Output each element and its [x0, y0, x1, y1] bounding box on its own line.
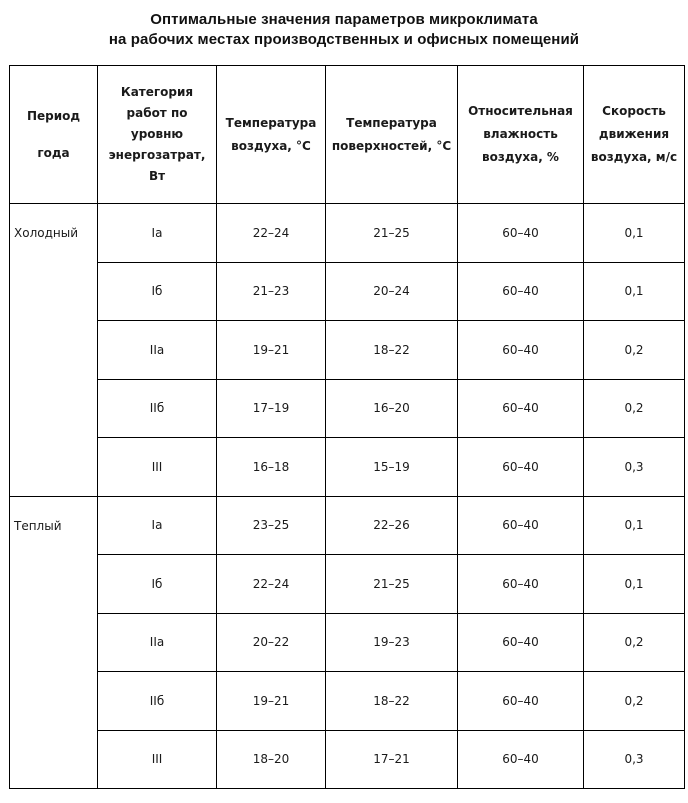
period-cell: Теплый	[10, 496, 98, 789]
header-row	[10, 66, 685, 204]
table-row	[10, 204, 685, 263]
humidity-cell: 60–40	[458, 730, 584, 789]
table-row	[10, 730, 685, 789]
humidity-cell: 60–40	[458, 321, 584, 380]
surface-temp-cell: 18–22	[326, 321, 458, 380]
surface-temp-cell: 22–26	[326, 496, 458, 555]
air-temp-cell: 22–24	[217, 555, 326, 614]
humidity-cell: 60–40	[458, 496, 584, 555]
surface-temp-cell: 21–25	[326, 204, 458, 263]
table-row	[10, 555, 685, 614]
air-speed-cell: 0,1	[584, 496, 685, 555]
category-cell: Iб	[98, 555, 217, 614]
table-row	[10, 438, 685, 497]
surface-temp-cell: 17–21	[326, 730, 458, 789]
table-row	[10, 321, 685, 380]
surface-temp-cell: 15–19	[326, 438, 458, 497]
air-speed-cell: 0,1	[584, 555, 685, 614]
category-cell: Iа	[98, 496, 217, 555]
air-speed-cell: 0,1	[584, 204, 685, 263]
humidity-cell: 60–40	[458, 672, 584, 731]
document-title	[0, 10, 688, 50]
air-temp-cell: 16–18	[217, 438, 326, 497]
header-air-temp: Температура воздуха, °С	[217, 66, 326, 204]
air-speed-cell: 0,2	[584, 379, 685, 438]
category-cell: III	[98, 730, 217, 789]
humidity-cell: 60–40	[458, 613, 584, 672]
humidity-cell: 60–40	[458, 262, 584, 321]
air-speed-cell: 0,2	[584, 321, 685, 380]
category-cell: IIа	[98, 321, 217, 380]
surface-temp-cell: 21–25	[326, 555, 458, 614]
period-cell: Холодный	[10, 204, 98, 497]
air-temp-cell: 19–21	[217, 321, 326, 380]
header-humidity: Относительная влажность воздуха, %	[458, 66, 584, 204]
header-category: Категория работ по уровню энергозатрат, Вт	[98, 66, 217, 204]
air-speed-cell: 0,3	[584, 730, 685, 789]
humidity-cell: 60–40	[458, 204, 584, 263]
table-row	[10, 379, 685, 438]
category-cell: IIб	[98, 379, 217, 438]
table-row	[10, 262, 685, 321]
air-temp-cell: 22–24	[217, 204, 326, 263]
surface-temp-cell: 20–24	[326, 262, 458, 321]
humidity-cell: 60–40	[458, 438, 584, 497]
air-speed-cell: 0,3	[584, 438, 685, 497]
surface-temp-cell: 19–23	[326, 613, 458, 672]
surface-temp-cell: 18–22	[326, 672, 458, 731]
table-row	[10, 496, 685, 555]
title-line-1: Оптимальные значения параметров микроклимата	[150, 11, 538, 28]
air-temp-cell: 17–19	[217, 379, 326, 438]
header-air-speed: Скорость движения воздуха, м/с	[584, 66, 685, 204]
table-row	[10, 613, 685, 672]
air-temp-cell: 20–22	[217, 613, 326, 672]
air-speed-cell: 0,2	[584, 613, 685, 672]
air-temp-cell: 18–20	[217, 730, 326, 789]
category-cell: IIа	[98, 613, 217, 672]
humidity-cell: 60–40	[458, 379, 584, 438]
title-line-2: на рабочих местах производственных и офисных помещений	[108, 31, 580, 48]
header-surface-temp: Температура поверхностей, °С	[326, 66, 458, 204]
category-cell: IIб	[98, 672, 217, 731]
category-cell: III	[98, 438, 217, 497]
microclimate-table	[9, 65, 685, 789]
air-temp-cell: 21–23	[217, 262, 326, 321]
table-row	[10, 672, 685, 731]
category-cell: Iб	[98, 262, 217, 321]
humidity-cell: 60–40	[458, 555, 584, 614]
air-temp-cell: 23–25	[217, 496, 326, 555]
header-period: Период года	[10, 66, 98, 204]
surface-temp-cell: 16–20	[326, 379, 458, 438]
category-cell: Iа	[98, 204, 217, 263]
air-temp-cell: 19–21	[217, 672, 326, 731]
air-speed-cell: 0,2	[584, 672, 685, 731]
air-speed-cell: 0,1	[584, 262, 685, 321]
